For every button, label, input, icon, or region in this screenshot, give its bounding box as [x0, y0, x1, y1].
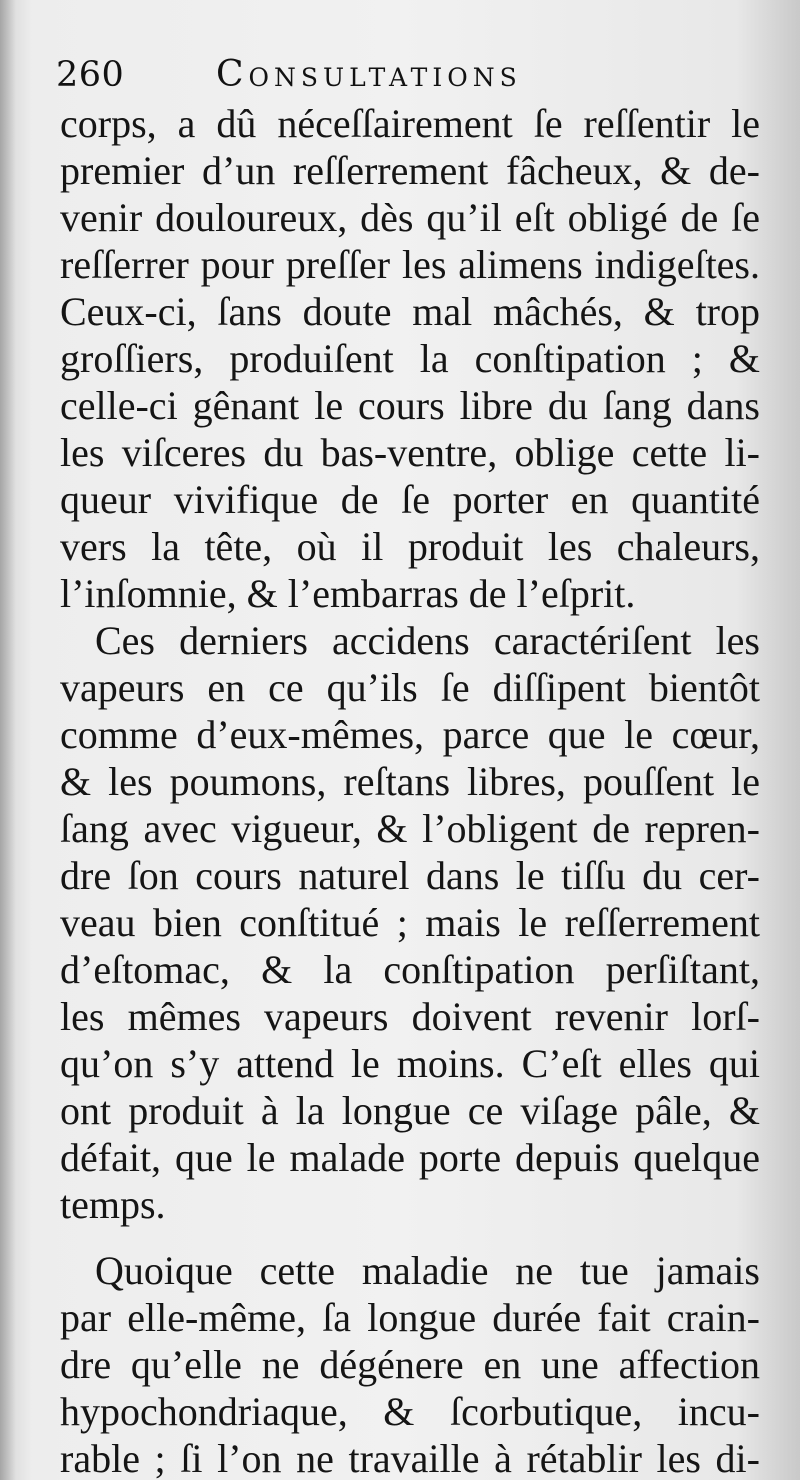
text-line: venir douloureux, dès qu’il eſt obligé de ſe — [60, 195, 760, 240]
page-number: 260 — [56, 55, 125, 95]
text-line: défait, que le malade porte depuis quelque — [60, 1135, 760, 1180]
paragraph-1 — [60, 100, 760, 617]
text-line: vapeurs en ce qu’ils ſe diſſipent bientôt — [60, 665, 760, 710]
text-line: Quoique cette maladie ne tue jamais — [95, 1248, 760, 1293]
paragraph-3 — [60, 1247, 760, 1480]
text-line: Ceux-ci, ſans doute mal mâchés, & trop — [60, 289, 760, 334]
text-line: reſſerrer pour preſſer les alimens indigeſtes. — [60, 242, 760, 287]
text-line: veau bien conſtitué ; mais le reſſerrement — [60, 900, 760, 945]
text-line: rable ; ſi l’on ne travaille à rétablir les di- — [60, 1436, 760, 1480]
text-line: dre ſon cours naturel dans le tiſſu du cer- — [60, 853, 760, 898]
text-line: les viſceres du bas-ventre, oblige cette li- — [60, 430, 760, 475]
text-line: premier d’un reſſerrement fâcheux, & de- — [60, 148, 760, 193]
page-header — [56, 50, 756, 102]
text-line: les mêmes vapeurs doivent revenir lorſ- — [60, 994, 760, 1039]
text-line: d’eſtomac, & la conſtipation perſiſtant, — [60, 947, 760, 992]
text-line: ſang avec vigueur, & l’obligent de repren- — [60, 806, 760, 851]
text-line: par elle-même, ſa longue durée fait crain- — [60, 1295, 760, 1340]
text-line: qu’on s’y attend le moins. C’eſt elles qui — [60, 1041, 760, 1086]
text-line: corps, a dû néceſſairement ſe reſſentir le — [60, 101, 760, 146]
text-line: queur vivifique de ſe porter en quantité — [60, 477, 760, 522]
text-line: l’inſomnie, & l’embarras de l’eſprit. — [60, 571, 636, 616]
paragraph-2 — [60, 617, 760, 1228]
text-line: groſſiers, produiſent la conſtipation ; & — [60, 336, 760, 381]
text-line: ont produit à la longue ce viſage pâle, & — [60, 1088, 760, 1133]
body-text — [60, 100, 760, 1480]
text-line: hypochondriaque, & ſcorbutique, incu- — [60, 1389, 760, 1434]
text-line: comme d’eux-mêmes, parce que le cœur, — [60, 712, 760, 757]
paragraph-spacing — [60, 1228, 760, 1247]
text-line: & les poumons, reſtans libres, pouſſent le — [60, 759, 760, 804]
text-line: Ces derniers accidens caractériſent les — [95, 618, 760, 663]
page-gutter-shadow — [0, 0, 16, 1480]
text-line: vers la tête, où il produit les chaleurs, — [60, 524, 760, 569]
text-line: dre qu’elle ne dégénere en une affection — [60, 1342, 760, 1387]
text-line: celle-ci gênant le cours libre du ſang dans — [60, 383, 760, 428]
running-title: Consultations — [216, 54, 522, 95]
text-line: temps. — [60, 1182, 166, 1227]
